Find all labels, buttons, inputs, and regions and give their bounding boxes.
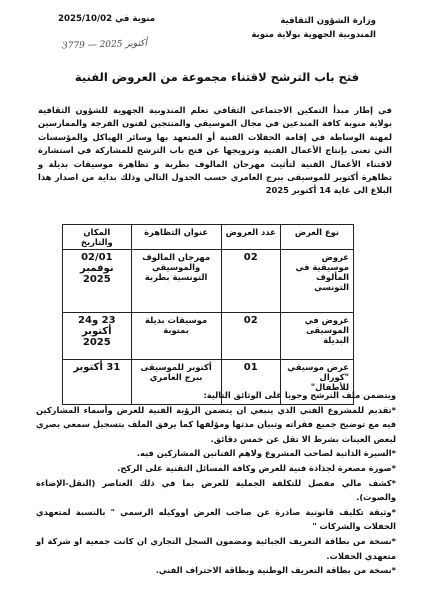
- documents-lead: ويتضمن ملف الترشح وجوبا على الوثائق التالية:: [203, 390, 396, 400]
- date-main: 23 و24 أكتوبر: [78, 315, 116, 337]
- table-header-row: [63, 225, 354, 250]
- date-line: منوبة في 2025/10/02: [58, 14, 156, 24]
- table-row: [63, 313, 354, 360]
- document-item: *كشف مالي مفصل للتكلفة الجملية للعرض بما في ذلك العناصر (النقل-الإضاءة والصوت).: [36, 477, 396, 503]
- document-item: *وثيقة تكليف قانونية صادرة عن صاحب العرض اووكيله الرسمي " بالنسبة لمتعهدي الحفلات والشركات ": [36, 506, 396, 532]
- header-type: نوع العرض: [280, 225, 353, 250]
- document-item: *تقديم للمشروع الفني الذي ينبغي ان يتضمن الرؤية الفنية للعرض وأسماء المشاركين فيه مع توضيح جميع فقراته وتبيان مدتها ومؤلفها كما يرفق الملف بتسجيل سمعي بصري لبعض العينات بشرط الا تقل عن خمس دقائق.: [36, 404, 396, 444]
- header-count: عدد العروض: [221, 225, 280, 250]
- cell-count: 02: [221, 250, 280, 313]
- header-place-date: المكان والتاريخ: [63, 225, 132, 250]
- cell-date: [63, 250, 132, 313]
- cell-type: عرض موسيقي "كورال للأطفال": [280, 360, 353, 405]
- ministry-name: وزارة الشؤون الثقافية: [280, 16, 376, 26]
- cell-event: مهرجان المالوف والموسيقي التونسية بطربة: [131, 250, 221, 313]
- required-documents: [36, 388, 396, 578]
- date-main: 02/01: [81, 252, 113, 263]
- date-sub: نوفمبر 2025: [80, 263, 114, 285]
- date-main: 31 أكتوبر: [73, 362, 121, 373]
- cell-event: أكتوبر للموسيقى ببرج العامري: [131, 360, 221, 405]
- cell-event: موسيقات بديلة بمنوبة: [131, 313, 221, 360]
- document-item: *صورة مصغرة لجذاذة فنية للعرض وكافة المسائل التقنية على الركح.: [117, 462, 396, 473]
- date-sub: 2025: [82, 337, 111, 348]
- cell-count: 02: [221, 313, 280, 360]
- shows-table: [62, 224, 354, 405]
- letterhead: [226, 14, 376, 42]
- cell-type: عروض موسيقية في المألوف التونسي: [280, 250, 353, 313]
- document-title: فتح باب الترشح لاقتناء مجموعة من العروض الفنية: [74, 70, 360, 84]
- cell-type: عروض في الموسيقى البديلة: [280, 313, 353, 360]
- document-item: *نسخة من بطاقة التعريف الجبائية ومضمون السجل التجاري ان كانت جمعية او شركة او متعهدي الحفلات.: [36, 535, 396, 561]
- document-item: *نسخة من بطاقة التعريف الوطنية وبطاقة الاحتراف الفني.: [155, 565, 396, 576]
- handwritten-reference: 3779 — 2025 أكتوبر: [61, 38, 148, 52]
- cell-date: [63, 313, 132, 360]
- header-event: عنوان التظاهرة: [131, 225, 221, 250]
- directorate-name: المندوبية الجهوية بولاية منوبة: [251, 30, 376, 40]
- document-item: *السيرة الذاتية لصاحب المشروع ولاهم الفنانين المشاركين فيه.: [136, 448, 396, 459]
- cell-count: 01: [221, 360, 280, 405]
- table-row: [63, 250, 354, 313]
- intro-paragraph: في إطار مبدأ التمكين الاجتماعي الثقافي تعلم المندوبية الجهوية للشؤون الثقافية بولاية منوبة كافة المبدعين في مجال الموسيقي والمنتجين لفنون الفرجة والممارسين لمهنة الوساطة في إقامة الحفلات الفنية أو المتعهد بها وسائر الهياكل والمؤسسات التي تعنى بإنتاج الأعمال الفنية وترويجها عن فتح باب الترشح للمشاركة في استشارة لاقتناء الأعمال الفنية لتأثيث مهرجان المالوف بطربة و تظاهرة موسيقات بديلة و تظاهرة أكتوبر للموسيقى ببرج العامري حسب الجدول التالي وذلك بداية من اصدار هذا البلاغ الى غاية 14 أكتوبر 2025: [38, 105, 392, 196]
